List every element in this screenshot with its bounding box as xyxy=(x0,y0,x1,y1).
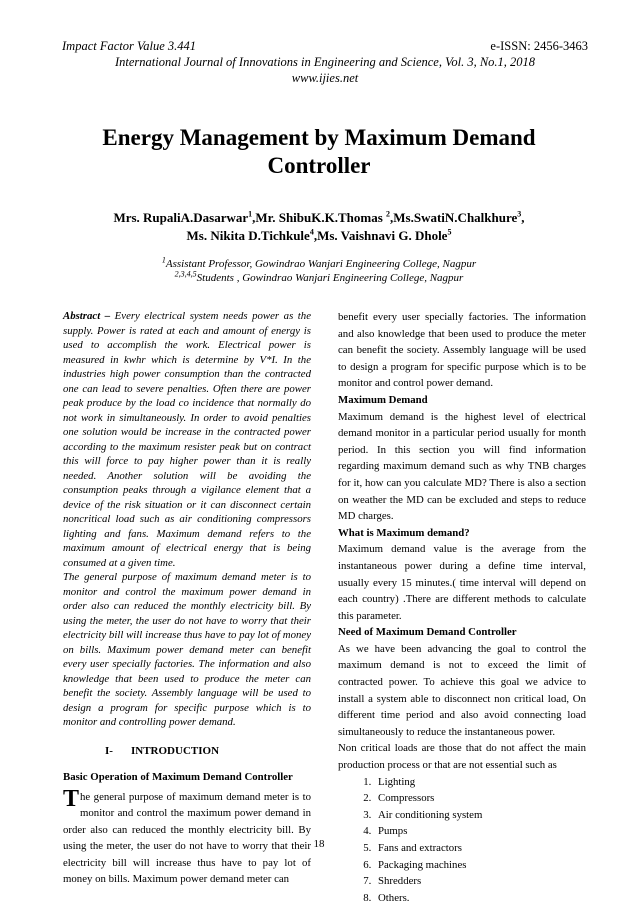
right-paragraph-2: Maximum demand is the highest level of electrical demand monitor in a particular period usually for month period. In this section you will find information regarding maximum demand such as why TNB charges for it, how can you calculate MD? There is also a section on weather the MD can be excluded and steps to reduce MD charges. xyxy=(338,410,586,523)
page-number: 18 xyxy=(313,838,325,850)
list-item: 6. Packaging machines xyxy=(374,857,586,874)
author-1: Mrs. RupaliA.Dasarwar xyxy=(113,210,249,225)
heading-maximum-demand: Maximum Demand xyxy=(338,393,428,406)
author-separator: , xyxy=(521,210,525,225)
intro-text: he general purpose of maximum demand meter is to monitor and control the maximum power demand in order also can reduced the monthly electricity bill. By using the meter, the user do not have to worry that their electricity bill will increase thus have to pay lot of money on bills. Maximum power demand meter can xyxy=(63,790,311,886)
right-paragraph-1: benefit every user specially factories. The information and also knowledge that been used to produce the meter can benefit the society. Assembly language will be used to design a program for specific purpose which is to be monitor and control power demand. xyxy=(338,311,586,390)
author-5-sup: 5 xyxy=(447,227,452,237)
author-3-sup: 3 xyxy=(517,209,522,219)
abstract-label: Abstract – xyxy=(63,310,111,322)
title-line-2: Controller xyxy=(267,153,371,178)
author-list xyxy=(40,209,598,245)
issn: e-ISSN: 2456-3463 xyxy=(490,39,588,53)
right-column xyxy=(338,309,586,906)
heading-need-of-mdc: Need of Maximum Demand Controller xyxy=(338,626,517,639)
drop-cap: T xyxy=(63,785,80,812)
section-heading-introduction xyxy=(105,744,311,759)
journal-name: International Journal of Innovations in Engineering and Science, Vol. 3, No.1, 2018 xyxy=(114,55,536,69)
list-item: 1. Lighting xyxy=(374,774,586,791)
impact-factor: Impact Factor Value 3.441 xyxy=(62,39,197,53)
list-item: 4. Pumps xyxy=(374,823,586,840)
abstract-text-1: Every electrical system needs power as the supply. Power is rated at each and amount of energy is used to accomplish the work. Electrical power is measured in kwhr which is determine by V*I. In the industries high power consumption than the contracted one can lead to severe penalties. Often there are power peak produce by the load co incidence that normally do not work in simultaneously. In order to avoid penalties one solution would be increase in the contracted power according to the maximum resister peak but on contract this will force to pay higher power than it is really needed. Another solution will be avoiding the consumption peaks through a vigilance element that a device of the risk situation or it can disconnect certain noncritical load such as air conditioning compressors lighting and fans. Maximum demand refers to the maximum amount of electrical energy that is being consumed at a given time. xyxy=(63,310,311,569)
right-paragraph-3: Maximum demand value is the average from the instantaneous power during a define time interval, usually every 15 minutes.( time interval will depend on each country) .There are different methods to calculate this parameter. xyxy=(338,543,586,622)
author-3: ,Ms.SwatiN.Chalkhure xyxy=(390,210,518,225)
affiliations xyxy=(40,257,598,285)
section-title: INTRODUCTION xyxy=(131,744,220,757)
list-item: 3. Air conditioning system xyxy=(374,807,586,824)
author-2: ,Mr. ShibuK.K.Thomas xyxy=(252,210,387,225)
abstract-paragraph-1 xyxy=(63,309,311,570)
affil-1: Assistant Professor, Gowindrao Wanjari Engineering College, Nagpur xyxy=(165,258,477,270)
page-header xyxy=(62,38,588,86)
right-paragraph-4: As we have been advancing the goal to control the maximum demand is not to exceed the limit of contracted power. To achieve this goal we advice to install a system able to disconnect non critical load, On different time period and also avoid connecting load simultaneously to reduce the instantaneous power. xyxy=(338,642,586,738)
heading-what-is-md: What is Maximum demand? xyxy=(338,526,470,539)
author-2-sup: 2 xyxy=(386,209,391,219)
list-item: 5. Fans and extractors xyxy=(374,840,586,857)
list-item: 2. Compressors xyxy=(374,790,586,807)
affil-1-sup: 1 xyxy=(161,255,166,265)
section-number: I- xyxy=(105,744,113,757)
list-item: 8. Others. xyxy=(374,890,586,906)
affil-2-sup: 2,3,4,5 xyxy=(174,269,197,279)
author-4-sup: 4 xyxy=(309,227,314,237)
abstract-paragraph-2: The general purpose of maximum demand meter is to monitor and control the maximum power demand in order also can reduced the monthly electricity bill. By using the meter, the user do not have to worry that their electricity bill will increase thus have to pay lot of money on bills. Maximum power demand meter can benefit every user specially factories. The information and also knowledge that been used to produce the meter can benefit the society. Assembly language will be used to design a program for specific purpose which is to monitor and controlling power demand. xyxy=(63,571,311,728)
author-5: ,Ms. Vaishnavi G. Dhole xyxy=(313,228,448,243)
journal-website: www.ijies.net xyxy=(291,71,359,85)
affil-2: Students , Gowindrao Wanjari Engineering College, Nagpur xyxy=(196,272,464,284)
subheading-basic-operation: Basic Operation of Maximum Demand Controller xyxy=(63,771,293,783)
title-line-1: Energy Management by Maximum Demand xyxy=(102,125,536,150)
right-paragraph-5: Non critical loads are those that do not affect the main production process or that are not essential such as xyxy=(338,742,586,772)
list-item: 7. Shredders xyxy=(374,873,586,890)
author-1-sup: 1 xyxy=(248,209,253,219)
left-column xyxy=(63,309,311,888)
paper-title xyxy=(40,124,598,180)
author-4: Ms. Nikita D.Tichkule xyxy=(186,228,310,243)
